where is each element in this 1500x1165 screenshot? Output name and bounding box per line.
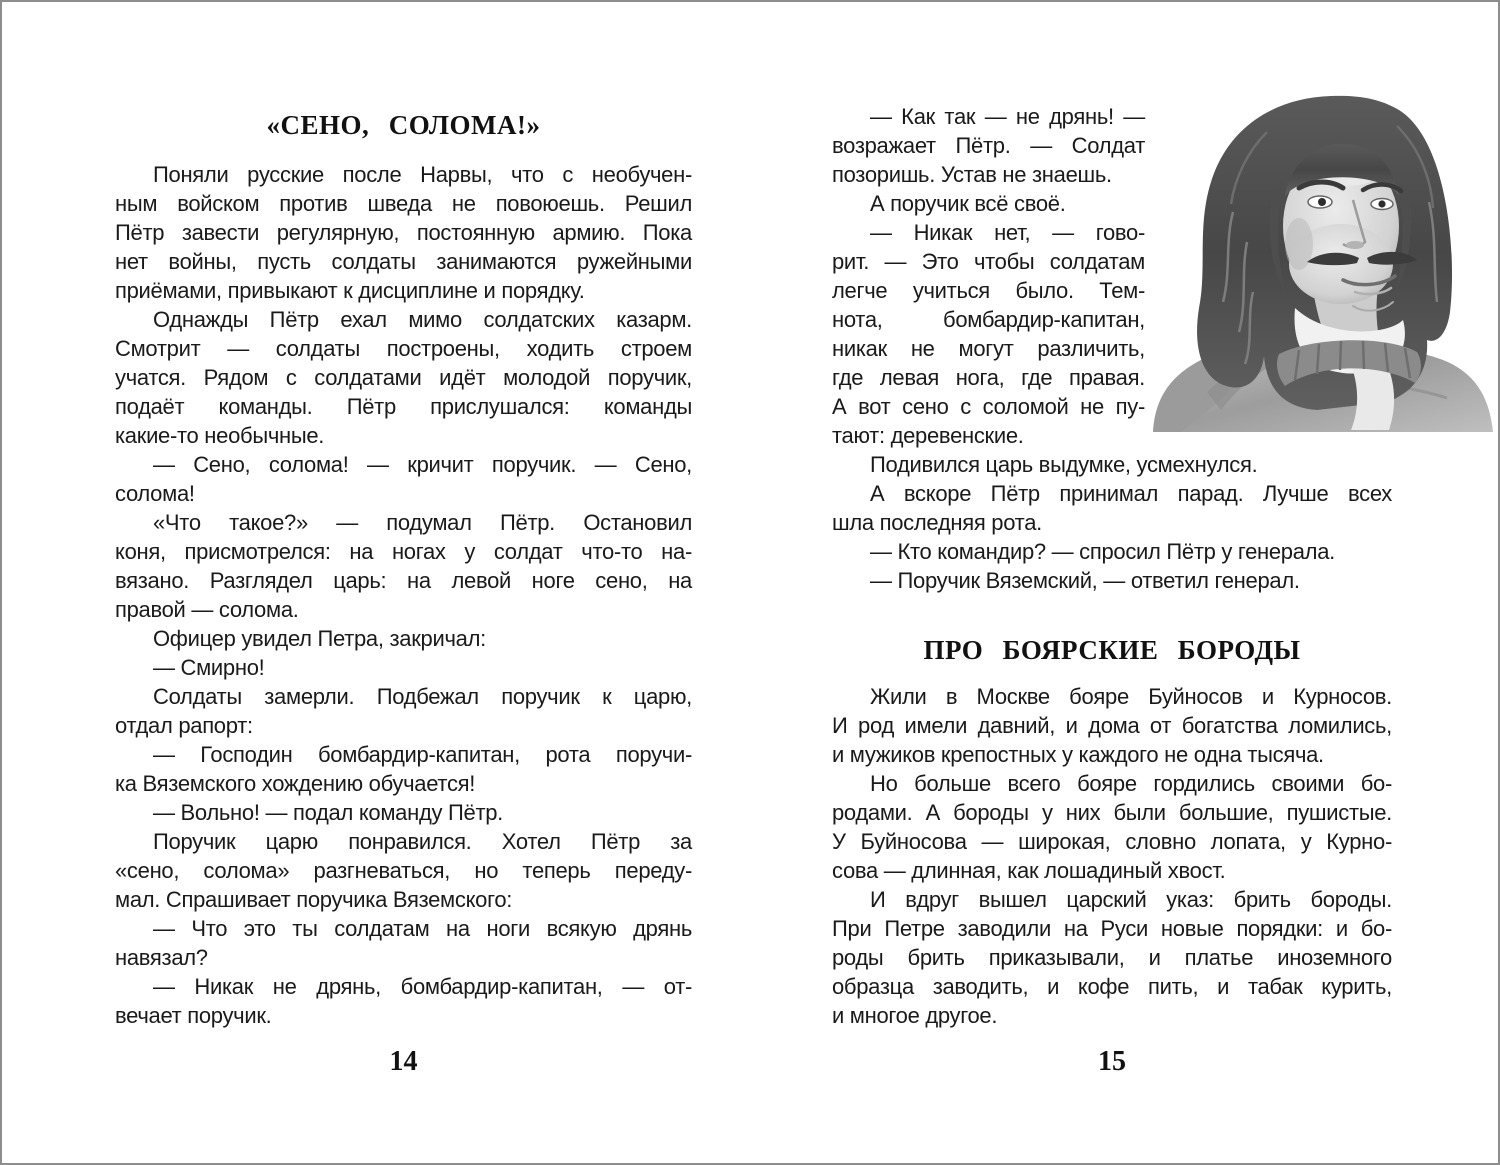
text-line: — Господин бомбардир-капитан, рота поручи- [153,742,692,767]
text-line: отдал рапорт: [115,713,253,738]
paragraph [832,450,1392,479]
text-line: Поняли русские после Нарвы, что с необучен- [153,162,692,187]
paragraph [832,682,1392,769]
text-line: вечает поручик. [115,1003,272,1028]
text-line: Однажды Пётр ехал мимо солдатских казарм. [153,307,692,332]
text-line: И род имели давний, и дома от богатства ломились, [832,713,1392,738]
paragraph [832,537,1392,566]
text-line: вязано. Разглядел царь: на левой ноге сено, на [115,568,692,593]
text-line: «сено, солома» разгневаться, но теперь переду- [115,858,692,883]
text-line: роды брить приказывали, и платье иноземного [832,945,1392,970]
text-line: правой — солома. [115,597,299,622]
text-line: рит. — Это чтобы солдатам [832,249,1145,274]
cravat-tail [1351,364,1394,430]
text-line: Но больше всего бояре гордились своими бо- [870,771,1392,796]
text-line: Офицер увидел Петра, закричал: [153,626,486,651]
text-line: Подивился царь выдумке, усмехнулся. [870,452,1258,477]
paragraph [115,972,692,1030]
text-line: нет войны, пусть солдаты занимаются ружейными [115,249,692,274]
text-line: У Буйносова — широкая, словно лопата, у Курно- [832,829,1392,854]
text-line: какие-то необычные. [115,423,325,448]
text-line: — Никак не дрянь, бомбардир-капитан, — от- [153,974,692,999]
text-line: «Что такое?» — подумал Пётр. Остановил [153,510,692,535]
text-line: А вскоре Пётр принимал парад. Лучше всех [870,481,1392,506]
paragraph [115,624,692,653]
paragraph [832,885,1392,1030]
chapter-title-seno-soloma: «СЕНО, СОЛОМА!» [266,110,541,140]
text-line: Жили в Москве бояре Буйносов и Курносов. [870,684,1392,709]
text-line: и мужиков крепостных у каждого не одна тысяча. [832,742,1324,767]
text-line: А поручик всё своё. [870,191,1066,216]
text-line: подаёт команды. Пётр прислушался: команды [115,394,692,419]
paragraph [115,740,692,798]
paragraph [832,566,1392,595]
text-line: А вот сено с соломой не пу- [832,394,1145,419]
text-line: И вдруг вышел царский указ: брить бороды. [870,887,1392,912]
chapter-title-boyarskie-borody: ПРО БОЯРСКИЕ БОРОДЫ [923,635,1301,665]
text-line: При Петре заводили на Руси новые порядки: и бо- [832,916,1392,941]
text-line: ным войском против шведа не повоюешь. Решил [115,191,692,216]
text-line: тают: деревенские. [832,423,1024,448]
text-line: — Сено, солома! — кричит поручик. — Сено, [153,452,692,477]
text-line: солома! [115,481,195,506]
text-line: — Поручик Вяземский, — ответил генерал. [870,568,1300,593]
text-line: Смотрит — солдаты построены, ходить строем [115,336,692,361]
paragraph [115,160,692,305]
text-line: никак не могут различить, [832,336,1145,361]
text-line: и многое другое. [832,1003,998,1028]
text-line: приёмами, привыкают к дисциплине и порядку. [115,278,585,303]
text-line: где левая нога, где правая. [832,365,1145,390]
paragraph [115,508,692,624]
text-line: нота, бомбардир-капитан, [832,307,1145,332]
text-line: — Вольно! — подал команду Пётр. [153,800,503,825]
text-line: Поручик царю понравился. Хотел Пётр за [153,829,692,854]
text-line: — Как так — не дрянь! — [870,104,1145,129]
peter-the-great-portrait-illustration [1147,92,1497,432]
paragraph [115,798,692,827]
text-line: образца заводить, и кофе пить, и табак курить, [832,974,1392,999]
text-line: навязал? [115,945,208,970]
text-line: легче учиться было. Тем- [832,278,1145,303]
text-line: шла последняя рота. [832,510,1042,535]
text-line: — Никак нет, — гово- [870,220,1145,245]
paragraph [832,479,1392,537]
paragraph [115,653,692,682]
page-number-14: 14 [389,1046,418,1077]
text-line: Пётр завести регулярную, постоянную армию. Пока [115,220,692,245]
text-line: коня, присмотрелся: на ногах у солдат что-то на- [115,539,692,564]
text-line: позоришь. Устав не знаешь. [832,162,1112,187]
text-line: учатся. Рядом с солдатами идёт молодой поручик, [115,365,692,390]
paragraph [115,450,692,508]
text-line: — Смирно! [153,655,265,680]
page-14 [115,2,692,1165]
paragraph [115,827,692,914]
text-line: мал. Спрашивает поручика Вяземского: [115,887,513,912]
text-line: ка Вяземского хождению обучается! [115,771,476,796]
text-line: сова — длинная, как лошадиный хвост. [832,858,1226,883]
paragraph [115,305,692,450]
page-15-body-bottom [832,682,1392,1030]
text-line: — Кто командир? — спросил Пётр у генерала. [870,539,1335,564]
text-line: Солдаты замерли. Подбежал поручик к царю, [153,684,692,709]
text-line: — Что это ты солдатам на ноги всякую дрянь [153,916,692,941]
page-number-15: 15 [1098,1046,1126,1077]
text-line: возражает Пётр. — Солдат [832,133,1145,158]
paragraph [115,914,692,972]
page-14-body [115,160,692,1030]
paragraph [832,769,1392,885]
text-line: родами. А бороды у них были большие, пушистые. [832,800,1392,825]
paragraph [115,682,692,740]
